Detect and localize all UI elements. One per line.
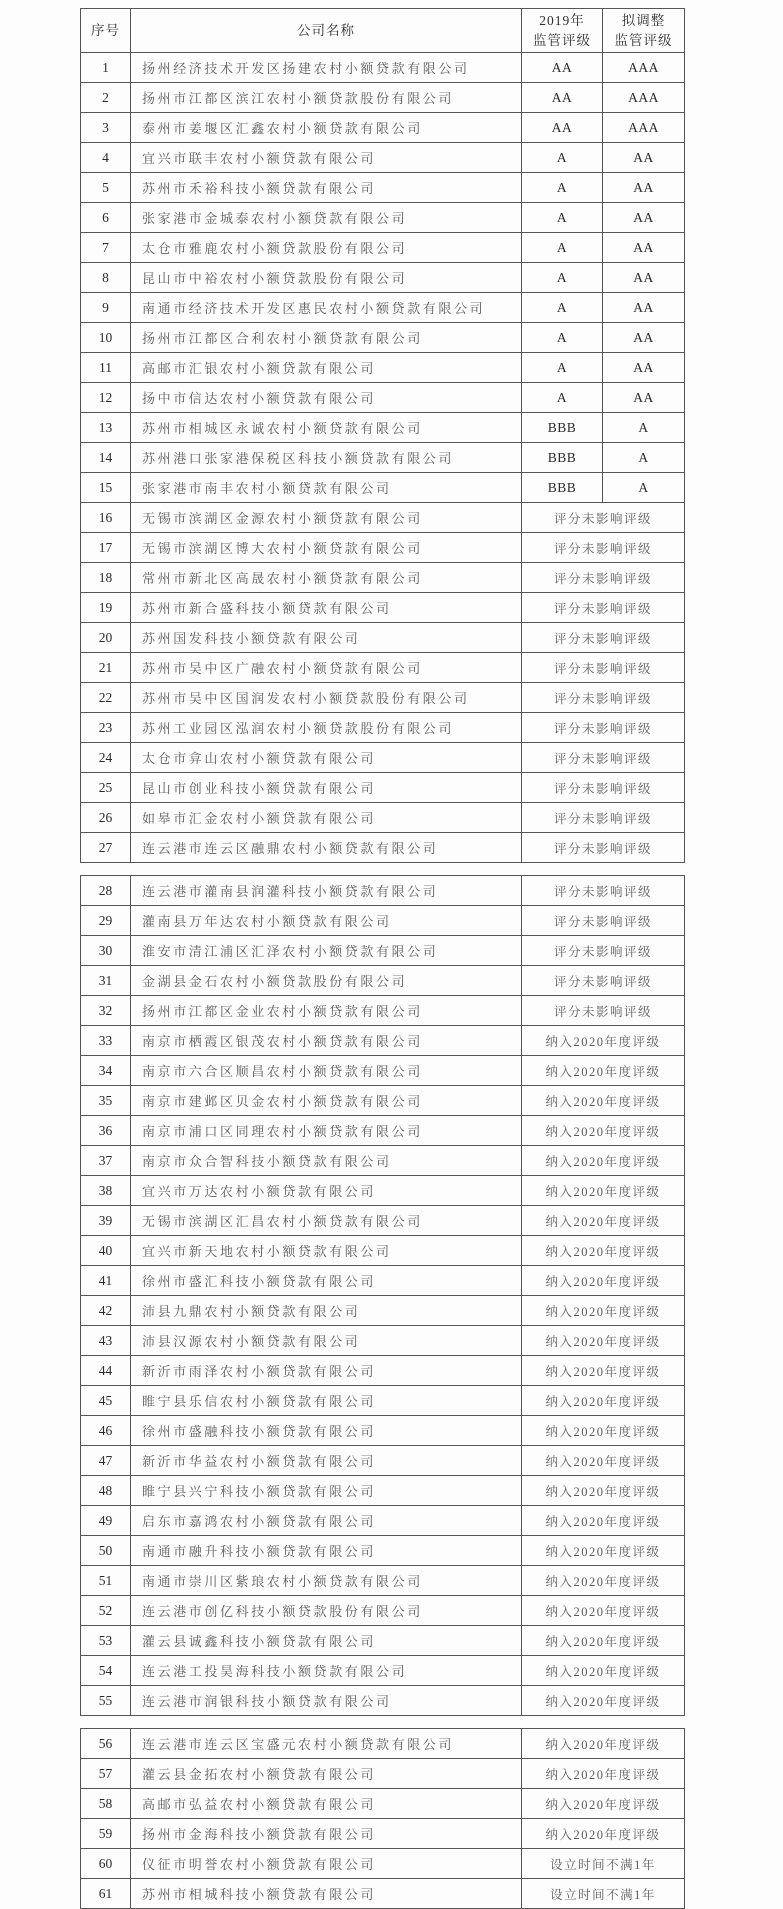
rating-status-cell: 纳入2020年度评级 — [522, 1596, 685, 1626]
rating-table-segment-1 — [80, 8, 685, 863]
row-index-cell: 2 — [81, 83, 131, 113]
column-header-2019-rating — [522, 9, 603, 53]
row-index-cell: 29 — [81, 906, 131, 936]
row-index-cell: 49 — [81, 1506, 131, 1536]
company-name-cell: 苏州市相城区永诚农村小额贷款有限公司 — [131, 413, 522, 443]
company-name-cell: 苏州市新合盛科技小额贷款有限公司 — [131, 593, 522, 623]
rating-status-cell: 纳入2020年度评级 — [522, 1356, 685, 1386]
table-row — [81, 1416, 685, 1446]
company-name-cell: 苏州市相城科技小额贷款有限公司 — [131, 1879, 522, 1909]
row-index-cell: 20 — [81, 623, 131, 653]
company-name-cell: 昆山市创业科技小额贷款有限公司 — [131, 773, 522, 803]
proposed-rating-cell: AA — [603, 143, 685, 173]
table-row — [81, 443, 685, 473]
rating-status-cell: 评分未影响评级 — [522, 563, 685, 593]
table-row — [81, 743, 685, 773]
rating-status-cell: 纳入2020年度评级 — [522, 1819, 685, 1849]
row-index-cell: 14 — [81, 443, 131, 473]
rating-status-cell: 纳入2020年度评级 — [522, 1146, 685, 1176]
row-index-cell: 17 — [81, 533, 131, 563]
row-index-cell: 24 — [81, 743, 131, 773]
rating-status-cell: 评分未影响评级 — [522, 906, 685, 936]
company-name-cell: 宜兴市联丰农村小额贷款有限公司 — [131, 143, 522, 173]
company-name-cell: 苏州国发科技小额贷款有限公司 — [131, 623, 522, 653]
company-name-cell: 睢宁县乐信农村小额贷款有限公司 — [131, 1386, 522, 1416]
header-2019-line1: 2019年 — [539, 12, 585, 28]
company-name-cell: 无锡市滨湖区博大农村小额贷款有限公司 — [131, 533, 522, 563]
company-name-cell: 高邮市汇银农村小额贷款有限公司 — [131, 353, 522, 383]
row-index-cell: 9 — [81, 293, 131, 323]
row-index-cell: 22 — [81, 683, 131, 713]
table-row — [81, 263, 685, 293]
proposed-rating-cell: AA — [603, 383, 685, 413]
rating-status-cell: 纳入2020年度评级 — [522, 1176, 685, 1206]
rating-status-cell: 评分未影响评级 — [522, 623, 685, 653]
table-row — [81, 353, 685, 383]
company-name-cell: 苏州市禾裕科技小额贷款有限公司 — [131, 173, 522, 203]
rating-2019-cell: AA — [522, 83, 603, 113]
rating-status-cell: 评分未影响评级 — [522, 966, 685, 996]
table-row — [81, 773, 685, 803]
row-index-cell: 18 — [81, 563, 131, 593]
table-body-segment-1 — [81, 53, 685, 863]
table-row — [81, 233, 685, 263]
table-row — [81, 203, 685, 233]
company-name-cell: 扬州市江都区金业农村小额贷款有限公司 — [131, 996, 522, 1026]
row-index-cell: 4 — [81, 143, 131, 173]
row-index-cell: 38 — [81, 1176, 131, 1206]
rating-status-cell: 纳入2020年度评级 — [522, 1326, 685, 1356]
table-row — [81, 1236, 685, 1266]
company-name-cell: 连云港市润银科技小额贷款有限公司 — [131, 1686, 522, 1716]
table-row — [81, 1879, 685, 1909]
company-name-cell: 扬州经济技术开发区扬建农村小额贷款有限公司 — [131, 53, 522, 83]
company-name-cell: 南京市建邺区贝金农村小额贷款有限公司 — [131, 1086, 522, 1116]
rating-status-cell: 纳入2020年度评级 — [522, 1026, 685, 1056]
rating-2019-cell: A — [522, 233, 603, 263]
company-name-cell: 灌南县万年达农村小额贷款有限公司 — [131, 906, 522, 936]
table-row — [81, 593, 685, 623]
row-index-cell: 12 — [81, 383, 131, 413]
row-index-cell: 47 — [81, 1446, 131, 1476]
proposed-rating-cell: AA — [603, 173, 685, 203]
row-index-cell: 51 — [81, 1566, 131, 1596]
rating-2019-cell: A — [522, 173, 603, 203]
proposed-rating-cell: AA — [603, 353, 685, 383]
row-index-cell: 32 — [81, 996, 131, 1026]
proposed-rating-cell: AAA — [603, 53, 685, 83]
company-name-cell: 南京市栖霞区银茂农村小额贷款有限公司 — [131, 1026, 522, 1056]
company-name-cell: 宜兴市万达农村小额贷款有限公司 — [131, 1176, 522, 1206]
table-row — [81, 623, 685, 653]
rating-status-cell: 评分未影响评级 — [522, 773, 685, 803]
company-name-cell: 启东市嘉鸿农村小额贷款有限公司 — [131, 1506, 522, 1536]
row-index-cell: 35 — [81, 1086, 131, 1116]
company-name-cell: 南京市众合智科技小额贷款有限公司 — [131, 1146, 522, 1176]
row-index-cell: 42 — [81, 1296, 131, 1326]
proposed-rating-cell: AA — [603, 233, 685, 263]
company-name-cell: 苏州工业园区泓润农村小额贷款股份有限公司 — [131, 713, 522, 743]
proposed-rating-cell: A — [603, 473, 685, 503]
row-index-cell: 7 — [81, 233, 131, 263]
rating-status-cell: 纳入2020年度评级 — [522, 1446, 685, 1476]
rating-2019-cell: A — [522, 353, 603, 383]
table-row — [81, 1446, 685, 1476]
rating-status-cell: 纳入2020年度评级 — [522, 1296, 685, 1326]
company-name-cell: 扬州市江都区合利农村小额贷款有限公司 — [131, 323, 522, 353]
table-row — [81, 1326, 685, 1356]
company-name-cell: 灌云县诚鑫科技小额贷款有限公司 — [131, 1626, 522, 1656]
rating-2019-cell: AA — [522, 53, 603, 83]
row-index-cell: 40 — [81, 1236, 131, 1266]
company-name-cell: 扬中市信达农村小额贷款有限公司 — [131, 383, 522, 413]
rating-status-cell: 纳入2020年度评级 — [522, 1476, 685, 1506]
table-row — [81, 1566, 685, 1596]
rating-2019-cell: BBB — [522, 443, 603, 473]
row-index-cell: 53 — [81, 1626, 131, 1656]
table-row — [81, 1536, 685, 1566]
company-name-cell: 连云港市创亿科技小额贷款股份有限公司 — [131, 1596, 522, 1626]
rating-2019-cell: A — [522, 203, 603, 233]
row-index-cell: 10 — [81, 323, 131, 353]
column-header-index: 序号 — [81, 9, 131, 53]
table-row — [81, 906, 685, 936]
company-name-cell: 如皋市汇金农村小额贷款有限公司 — [131, 803, 522, 833]
table-row — [81, 323, 685, 353]
company-name-cell: 无锡市滨湖区汇昌农村小额贷款有限公司 — [131, 1206, 522, 1236]
table-row — [81, 1626, 685, 1656]
row-index-cell: 61 — [81, 1879, 131, 1909]
company-name-cell: 张家港市南丰农村小额贷款有限公司 — [131, 473, 522, 503]
rating-status-cell: 纳入2020年度评级 — [522, 1506, 685, 1536]
proposed-rating-cell: AA — [603, 203, 685, 233]
row-index-cell: 27 — [81, 833, 131, 863]
table-row — [81, 1116, 685, 1146]
row-index-cell: 60 — [81, 1849, 131, 1879]
row-index-cell: 21 — [81, 653, 131, 683]
rating-status-cell: 纳入2020年度评级 — [522, 1086, 685, 1116]
row-index-cell: 3 — [81, 113, 131, 143]
rating-status-cell: 纳入2020年度评级 — [522, 1729, 685, 1759]
proposed-rating-cell: AA — [603, 263, 685, 293]
row-index-cell: 33 — [81, 1026, 131, 1056]
company-name-cell: 灌云县金拓农村小额贷款有限公司 — [131, 1759, 522, 1789]
table-row — [81, 1386, 685, 1416]
rating-2019-cell: BBB — [522, 473, 603, 503]
company-name-cell: 南京市六合区顺昌农村小额贷款有限公司 — [131, 1056, 522, 1086]
row-index-cell: 30 — [81, 936, 131, 966]
table-row — [81, 473, 685, 503]
rating-2019-cell: A — [522, 143, 603, 173]
company-name-cell: 淮安市清江浦区汇泽农村小额贷款有限公司 — [131, 936, 522, 966]
table-row — [81, 1086, 685, 1116]
company-name-cell: 高邮市弘益农村小额贷款有限公司 — [131, 1789, 522, 1819]
row-index-cell: 41 — [81, 1266, 131, 1296]
table-row — [81, 533, 685, 563]
table-row — [81, 113, 685, 143]
rating-status-cell: 纳入2020年度评级 — [522, 1056, 685, 1086]
table-row — [81, 653, 685, 683]
header-2019-line2: 监管评级 — [533, 32, 591, 48]
row-index-cell: 59 — [81, 1819, 131, 1849]
row-index-cell: 1 — [81, 53, 131, 83]
company-name-cell: 苏州港口张家港保税区科技小额贷款有限公司 — [131, 443, 522, 473]
table-row — [81, 683, 685, 713]
rating-status-cell: 纳入2020年度评级 — [522, 1626, 685, 1656]
row-index-cell: 46 — [81, 1416, 131, 1446]
rating-status-cell: 纳入2020年度评级 — [522, 1386, 685, 1416]
header-adjust-line1: 拟调整 — [621, 12, 666, 28]
rating-status-cell: 纳入2020年度评级 — [522, 1206, 685, 1236]
table-row — [81, 83, 685, 113]
rating-status-cell: 评分未影响评级 — [522, 743, 685, 773]
company-name-cell: 太仓市雅鹿农村小额贷款股份有限公司 — [131, 233, 522, 263]
company-name-cell: 南通市融升科技小额贷款有限公司 — [131, 1536, 522, 1566]
rating-status-cell: 评分未影响评级 — [522, 996, 685, 1026]
rating-status-cell: 评分未影响评级 — [522, 833, 685, 863]
company-name-cell: 沛县汉源农村小额贷款有限公司 — [131, 1326, 522, 1356]
table-row — [81, 833, 685, 863]
row-index-cell: 15 — [81, 473, 131, 503]
company-name-cell: 苏州市吴中区国润发农村小额贷款股份有限公司 — [131, 683, 522, 713]
table-row — [81, 1506, 685, 1536]
rating-status-cell: 纳入2020年度评级 — [522, 1566, 685, 1596]
row-index-cell: 57 — [81, 1759, 131, 1789]
company-name-cell: 昆山市中裕农村小额贷款股份有限公司 — [131, 263, 522, 293]
table-row — [81, 1789, 685, 1819]
rating-table-segment-2 — [80, 875, 685, 1716]
table-row — [81, 1176, 685, 1206]
table-row — [81, 1596, 685, 1626]
rating-status-cell: 评分未影响评级 — [522, 653, 685, 683]
proposed-rating-cell: A — [603, 413, 685, 443]
rating-2019-cell: AA — [522, 113, 603, 143]
row-index-cell: 48 — [81, 1476, 131, 1506]
table-row — [81, 383, 685, 413]
column-header-proposed-rating — [603, 9, 685, 53]
company-name-cell: 无锡市滨湖区金源农村小额贷款有限公司 — [131, 503, 522, 533]
row-index-cell: 36 — [81, 1116, 131, 1146]
table-row — [81, 143, 685, 173]
table-row — [81, 1476, 685, 1506]
table-row — [81, 1729, 685, 1759]
row-index-cell: 56 — [81, 1729, 131, 1759]
table-row — [81, 1759, 685, 1789]
row-index-cell: 31 — [81, 966, 131, 996]
rating-table-segment-3 — [80, 1728, 685, 1909]
company-name-cell: 扬州市金海科技小额贷款有限公司 — [131, 1819, 522, 1849]
rating-status-cell: 纳入2020年度评级 — [522, 1789, 685, 1819]
company-name-cell: 宜兴市新天地农村小额贷款有限公司 — [131, 1236, 522, 1266]
table-header-row — [81, 9, 685, 53]
column-header-company: 公司名称 — [131, 9, 522, 53]
rating-status-cell: 评分未影响评级 — [522, 936, 685, 966]
table-row — [81, 1656, 685, 1686]
row-index-cell: 54 — [81, 1656, 131, 1686]
rating-status-cell: 评分未影响评级 — [522, 713, 685, 743]
row-index-cell: 25 — [81, 773, 131, 803]
company-name-cell: 太仓市弇山农村小额贷款有限公司 — [131, 743, 522, 773]
company-name-cell: 连云港市连云区宝盛元农村小额贷款有限公司 — [131, 1729, 522, 1759]
row-index-cell: 44 — [81, 1356, 131, 1386]
row-index-cell: 45 — [81, 1386, 131, 1416]
row-index-cell: 28 — [81, 876, 131, 906]
table-row — [81, 293, 685, 323]
table-row — [81, 1026, 685, 1056]
company-name-cell: 苏州市吴中区广融农村小额贷款有限公司 — [131, 653, 522, 683]
rating-2019-cell: A — [522, 383, 603, 413]
company-name-cell: 新沂市华益农村小额贷款有限公司 — [131, 1446, 522, 1476]
rating-status-cell: 评分未影响评级 — [522, 876, 685, 906]
row-index-cell: 58 — [81, 1789, 131, 1819]
company-name-cell: 扬州市江都区滨江农村小额贷款股份有限公司 — [131, 83, 522, 113]
proposed-rating-cell: AA — [603, 293, 685, 323]
company-name-cell: 金湖县金石农村小额贷款股份有限公司 — [131, 966, 522, 996]
rating-status-cell: 纳入2020年度评级 — [522, 1116, 685, 1146]
company-name-cell: 徐州市盛融科技小额贷款有限公司 — [131, 1416, 522, 1446]
company-name-cell: 新沂市雨泽农村小额贷款有限公司 — [131, 1356, 522, 1386]
rating-status-cell: 纳入2020年度评级 — [522, 1656, 685, 1686]
row-index-cell: 11 — [81, 353, 131, 383]
rating-status-cell: 纳入2020年度评级 — [522, 1266, 685, 1296]
table-body-segment-3 — [81, 1729, 685, 1909]
table-row — [81, 1056, 685, 1086]
table-row — [81, 53, 685, 83]
company-name-cell: 南通市经济技术开发区惠民农村小额贷款有限公司 — [131, 293, 522, 323]
table-row — [81, 803, 685, 833]
table-row — [81, 876, 685, 906]
company-name-cell: 泰州市姜堰区汇鑫农村小额贷款有限公司 — [131, 113, 522, 143]
company-name-cell: 南通市崇川区紫琅农村小额贷款有限公司 — [131, 1566, 522, 1596]
company-name-cell: 南京市浦口区同理农村小额贷款有限公司 — [131, 1116, 522, 1146]
rating-status-cell: 纳入2020年度评级 — [522, 1686, 685, 1716]
table-row — [81, 503, 685, 533]
rating-status-cell: 纳入2020年度评级 — [522, 1759, 685, 1789]
row-index-cell: 13 — [81, 413, 131, 443]
table-row — [81, 713, 685, 743]
company-name-cell: 睢宁县兴宁科技小额贷款有限公司 — [131, 1476, 522, 1506]
row-index-cell: 19 — [81, 593, 131, 623]
company-name-cell: 徐州市盛汇科技小额贷款有限公司 — [131, 1266, 522, 1296]
table-row — [81, 173, 685, 203]
row-index-cell: 16 — [81, 503, 131, 533]
row-index-cell: 23 — [81, 713, 131, 743]
rating-status-cell: 评分未影响评级 — [522, 593, 685, 623]
proposed-rating-cell: AAA — [603, 83, 685, 113]
row-index-cell: 34 — [81, 1056, 131, 1086]
rating-status-cell: 评分未影响评级 — [522, 683, 685, 713]
row-index-cell: 55 — [81, 1686, 131, 1716]
row-index-cell: 26 — [81, 803, 131, 833]
table-row — [81, 1686, 685, 1716]
rating-status-cell: 纳入2020年度评级 — [522, 1416, 685, 1446]
row-index-cell: 5 — [81, 173, 131, 203]
proposed-rating-cell: A — [603, 443, 685, 473]
company-name-cell: 常州市新北区高晟农村小额贷款有限公司 — [131, 563, 522, 593]
table-row — [81, 1819, 685, 1849]
table-row — [81, 966, 685, 996]
company-name-cell: 连云港工投昊海科技小额贷款有限公司 — [131, 1656, 522, 1686]
company-name-cell: 连云港市灌南县润灌科技小额贷款有限公司 — [131, 876, 522, 906]
table-row — [81, 563, 685, 593]
company-name-cell: 沛县九鼎农村小额贷款有限公司 — [131, 1296, 522, 1326]
rating-status-cell: 评分未影响评级 — [522, 803, 685, 833]
row-index-cell: 39 — [81, 1206, 131, 1236]
rating-2019-cell: A — [522, 263, 603, 293]
table-row — [81, 413, 685, 443]
table-row — [81, 1206, 685, 1236]
company-name-cell: 连云港市连云区融鼎农村小额贷款有限公司 — [131, 833, 522, 863]
proposed-rating-cell: AA — [603, 323, 685, 353]
row-index-cell: 43 — [81, 1326, 131, 1356]
rating-status-cell: 纳入2020年度评级 — [522, 1536, 685, 1566]
rating-2019-cell: A — [522, 323, 603, 353]
rating-status-cell: 纳入2020年度评级 — [522, 1236, 685, 1266]
company-name-cell: 仪征市明誉农村小额贷款有限公司 — [131, 1849, 522, 1879]
row-index-cell: 50 — [81, 1536, 131, 1566]
rating-status-cell: 设立时间不满1年 — [522, 1849, 685, 1879]
row-index-cell: 52 — [81, 1596, 131, 1626]
rating-status-cell: 设立时间不满1年 — [522, 1879, 685, 1909]
row-index-cell: 37 — [81, 1146, 131, 1176]
rating-status-cell: 评分未影响评级 — [522, 503, 685, 533]
table-row — [81, 936, 685, 966]
row-index-cell: 8 — [81, 263, 131, 293]
row-index-cell: 6 — [81, 203, 131, 233]
table-row — [81, 1849, 685, 1879]
rating-status-cell: 评分未影响评级 — [522, 533, 685, 563]
table-row — [81, 1266, 685, 1296]
company-name-cell: 张家港市金城泰农村小额贷款有限公司 — [131, 203, 522, 233]
table-row — [81, 1146, 685, 1176]
rating-2019-cell: A — [522, 293, 603, 323]
header-adjust-line2: 监管评级 — [614, 32, 673, 48]
table-body-segment-2 — [81, 876, 685, 1716]
proposed-rating-cell: AAA — [603, 113, 685, 143]
table-row — [81, 1296, 685, 1326]
table-row — [81, 1356, 685, 1386]
table-row — [81, 996, 685, 1026]
rating-2019-cell: BBB — [522, 413, 603, 443]
